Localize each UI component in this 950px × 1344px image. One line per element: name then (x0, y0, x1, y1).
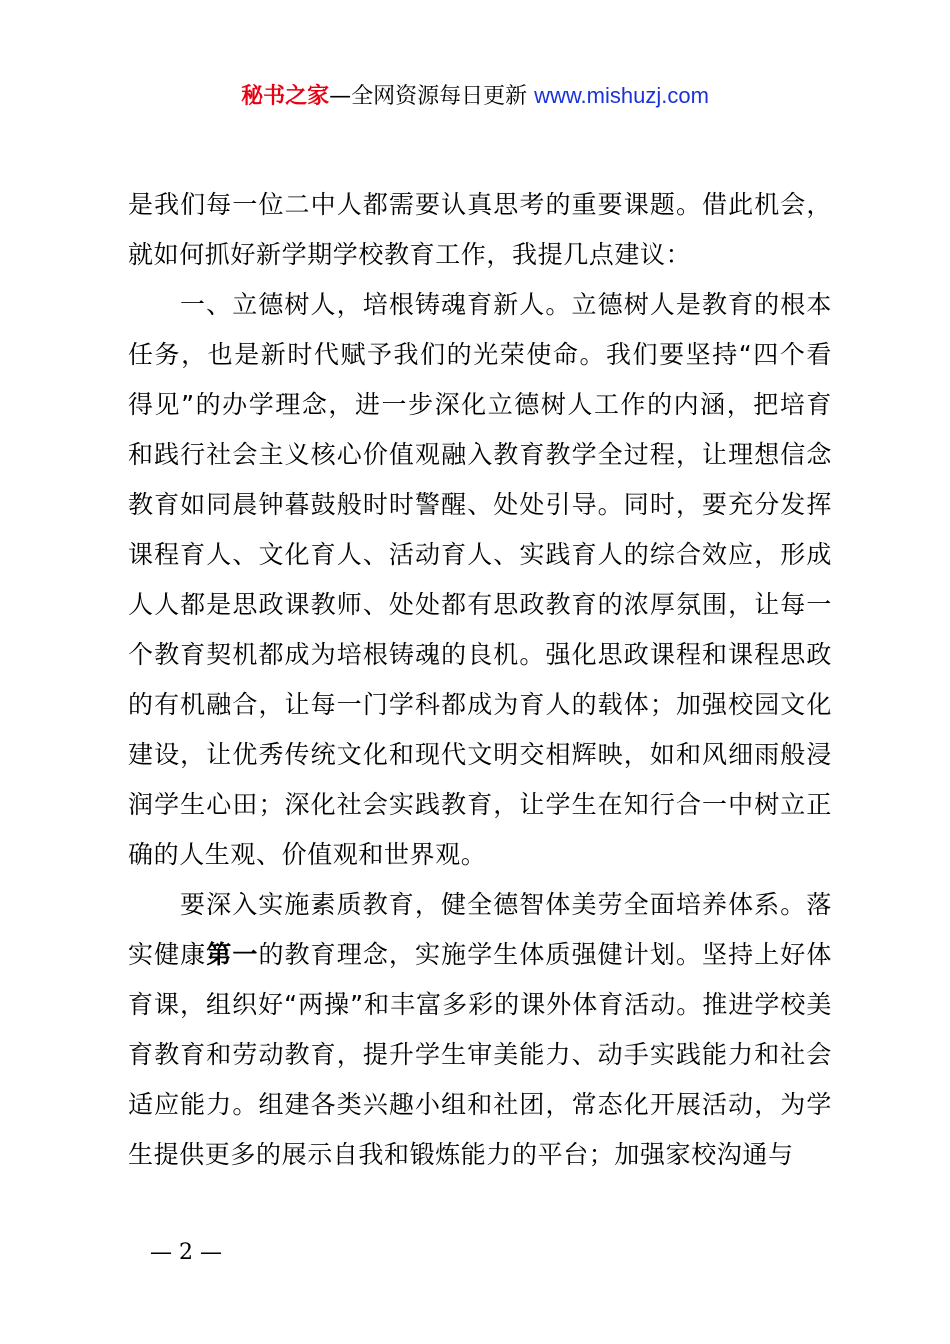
paragraph-3-text-a: 要深入实施素质教育，健全德智体美劳全面培养体系。落实健康 (128, 890, 832, 969)
brand-name: 秘书之家 (241, 84, 330, 109)
paragraph-3-bold-text: 第一 (206, 940, 259, 969)
paragraph-1: 是我们每一位二中人都需要认真思考的重要课题。借此机会，就如何抓好新学期学校教育工作，我提几点建议： (128, 190, 832, 269)
document-body (128, 180, 832, 1180)
paragraph-3-text-b: 的教育理念，实施学生体质强健计划。坚持上好体育课，组织好“两操”和丰富多彩的课外体育活动。推进学校美育教育和劳动教育，提升学生审美能力、动手实践能力和社会适应能力。组建各类兴趣小组和社团，常态化开展活动，为学生提供更多的展示自我和锻炼能力的平台；加强家校沟通与 (128, 940, 832, 1169)
site-url-link[interactable]: www.mishuzj.com (534, 83, 709, 108)
site-banner (0, 80, 950, 113)
paragraph-3 (128, 880, 832, 1180)
banner-tagline: —全网资源每日更新 (329, 84, 528, 109)
paragraph-2: 一、立德树人，培根铸魂育新人。立德树人是教育的根本任务，也是新时代赋予我们的光荣使命。我们要坚持“四个看得见”的办学理念，进一步深化立德树人工作的内涵，把培育和践行社会主义核心价值观融入教育教学全过程，让理想信念教育如同晨钟暮鼓般时时警醒、处处引导。同时，要充分发挥课程育人、文化育人、活动育人、实践育人的综合效应，形成人人都是思政课教师、处处都有思政教育的浓厚氛围，让每一个教育契机都成为培根铸魂的良机。强化思政课程和课程思政的有机融合，让每一门学科都成为育人的载体；加强校园文化建设，让优秀传统文化和现代文明交相辉映，如和风细雨般浸润学生心田；深化社会实践教育，让学生在知行合一中树立正确的人生观、价值观和世界观。 (128, 290, 832, 869)
page-number: — 2 — (150, 1240, 222, 1265)
